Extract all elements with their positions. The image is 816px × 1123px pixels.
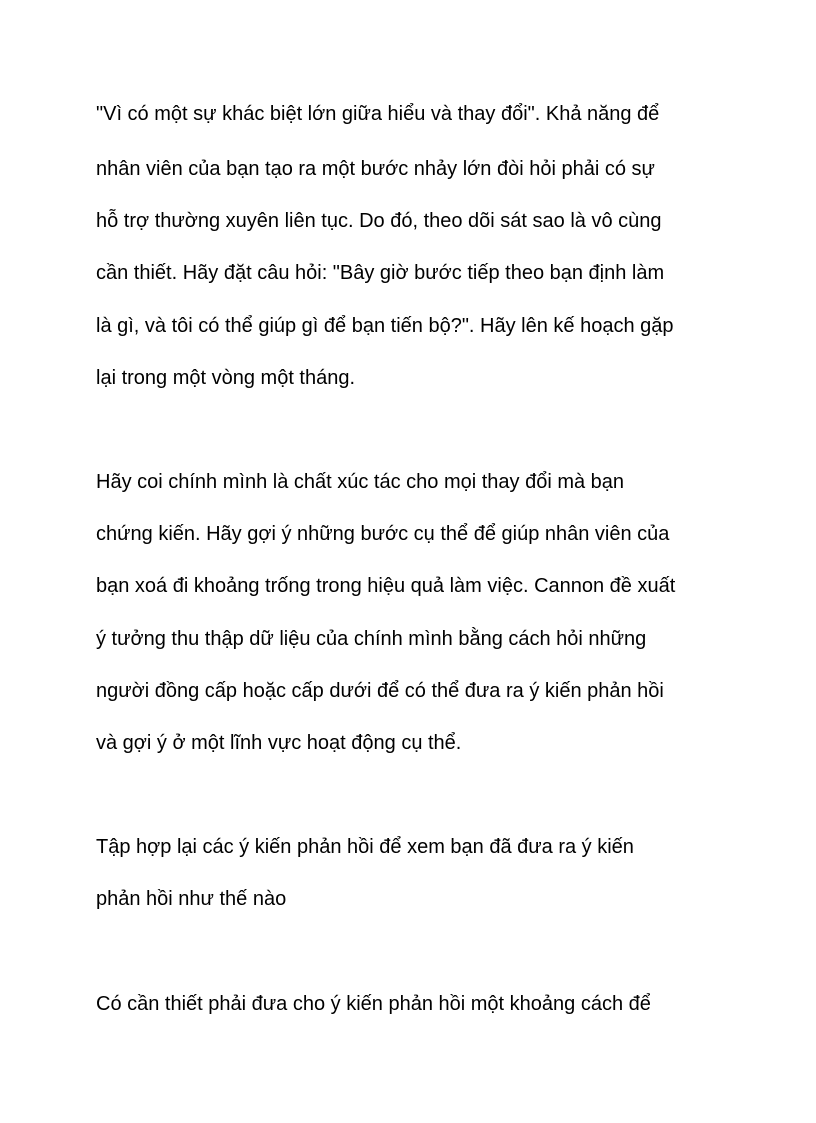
text-line: hỗ trợ thường xuyên liên tục. Do đó, theo dõi sát sao là vô cùng — [96, 210, 662, 232]
text-line: Tập hợp lại các ý kiến phản hồi để xem bạn đã đưa ra ý kiến — [96, 836, 634, 858]
text-line: Có cần thiết phải đưa cho ý kiến phản hồi một khoảng cách để — [96, 993, 651, 1015]
text-line: nhân viên của bạn tạo ra một bước nhảy lớn đòi hỏi phải có sự — [96, 158, 655, 180]
text-line: Hãy coi chính mình là chất xúc tác cho mọi thay đổi mà bạn — [96, 471, 625, 493]
text-line: "Vì có một sự khác biệt lớn giữa hiểu và thay đổi". Khả năng để — [96, 103, 660, 125]
text-line: ý tưởng thu thập dữ liệu của chính mình bằng cách hỏi những — [96, 628, 647, 650]
text-line: bạn xoá đi khoảng trống trong hiệu quả làm việc. Cannon đề xuất — [96, 575, 676, 597]
text-line: người đồng cấp hoặc cấp dưới để có thể đưa ra ý kiến phản hồi — [96, 680, 664, 702]
text-line: lại trong một vòng một tháng. — [96, 367, 356, 389]
text-line: là gì, và tôi có thể giúp gì để bạn tiến bộ?". Hãy lên kế hoạch gặp — [96, 315, 674, 337]
text-line: chứng kiến. Hãy gợi ý những bước cụ thể để giúp nhân viên của — [96, 523, 670, 545]
text-line: phản hồi như thế nào — [96, 888, 287, 910]
text-line: cần thiết. Hãy đặt câu hỏi: "Bây giờ bước tiếp theo bạn định làm — [96, 262, 665, 284]
text-line: và gợi ý ở một lĩnh vực hoạt động cụ thể. — [96, 732, 462, 754]
